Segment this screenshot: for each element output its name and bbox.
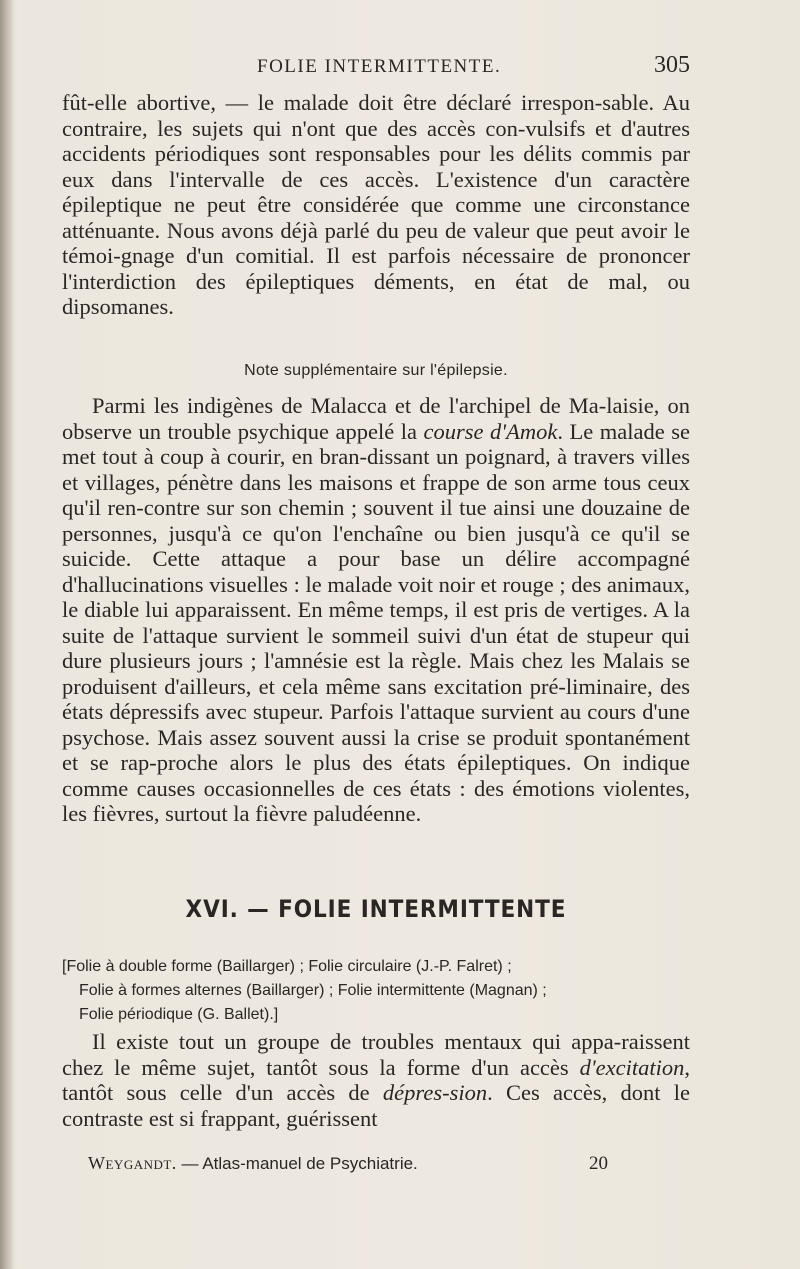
paragraph-amok-italic-term: course d'Amok: [423, 418, 558, 444]
page-gutter-shadow: [0, 0, 14, 1269]
synonyms-line-1: [Folie à double forme (Baillarger) ; Folie circulaire (J.-P. Falret) ;: [62, 958, 512, 975]
paragraph-intro-text-3: . Ces accès, dont le contraste est si frappant, guérissent: [62, 1080, 690, 1131]
running-title: FOLIE INTERMITTENTE.: [257, 56, 502, 77]
section-heading: XVI. — FOLIE INTERMITTENTE: [185, 895, 567, 923]
footer-author: Weygandt.: [88, 1153, 177, 1173]
synonyms-block: [62, 955, 690, 1027]
footer-signature-mark: 20: [589, 1153, 608, 1174]
page-header: [62, 52, 690, 82]
paragraph-amok-text-1: Parmi les indigènes de Malacca et de l'archipel de Ma-laisie, on observe un trouble psychique appelé la: [62, 393, 690, 444]
note-heading: Note supplémentaire sur l'épilepsie.: [244, 362, 508, 379]
footer-book-title: Atlas-manuel de Psychiatrie.: [202, 1154, 418, 1173]
paragraph-intro-text-1: Il existe tout un groupe de troubles mentaux qui appa-raissent chez le même sujet, tantôt sous la forme d'un accès: [62, 1029, 690, 1080]
page-footer-signature-line: [88, 1153, 608, 1179]
page-number: 305: [654, 52, 690, 78]
paragraph-intermittent-intro: [62, 1029, 690, 1131]
paragraph-legal-responsibility: fût-elle abortive, — le malade doit être déclaré irrespon-sable. Au contraire, les sujets qui n'ont que des accès con-vulsifs et d'autres accidents périodiques sont responsables pour les délits commis par eux dans l'intervalle de ces accès. L'existence d'un caractère épileptique ne peut être considérée que comme une circonstance atténuante. Nous avons déjà parlé du peu de valeur que peut avoir le témoi-gnage d'un comitial. Il est parfois nécessaire de prononcer l'interdiction des épileptiques déments, en état de mal, ou dipsomanes.: [62, 90, 690, 319]
paragraph-intro-text-2: , tantôt sous celle d'un accès de: [62, 1054, 690, 1105]
footer-separator: —: [181, 1154, 199, 1173]
paragraph-intro-italic-depression: dépres-sion: [382, 1080, 488, 1105]
paragraph-amok: [62, 393, 690, 827]
synonyms-line-2: Folie à formes alternes (Baillarger) ; Folie intermittente (Magnan) ;: [79, 982, 547, 999]
synonyms-line-3: Folie périodique (G. Ballet).]: [79, 1006, 279, 1023]
paragraph-amok-text-2: . Le malade se met tout à coup à courir, en bran-dissant un poignard, à travers villes et villages, pénètre dans les maisons et frappe de son arme tous ceux qu'il ren-contre sur son chemin ; souvent il tue ainsi une douzaine de personnes, jusqu'à ce qu'on l'enchaîne ou bien jusqu'à ce qu'il se suicide. Cette attaque a pour base un délire accompagné d'hallucinations visuelles : le malade voit noir et rouge ; des animaux, le diable lui apparaissent. En même temps, il est pris de vertiges. A la suite de l'attaque survient le sommeil suivi d'un état de stupeur qui dure plusieurs jours ; l'amnésie est la règle. Mais chez les Malais se produisent d'ailleurs, et cela même sans excitation pré-liminaire, des états dépressifs avec stupeur. Parfois l'attaque survient au cours d'une psychose. Mais assez souvent aussi la crise se produit spontanément et se rap-proche alors le plus des états épileptiques. On indique comme causes occasionnelles de ces états : des émotions violentes, les fièvres, surtout la fièvre paludéenne.: [62, 418, 690, 826]
paragraph-intro-italic-excitation: d'excitation: [579, 1054, 685, 1080]
